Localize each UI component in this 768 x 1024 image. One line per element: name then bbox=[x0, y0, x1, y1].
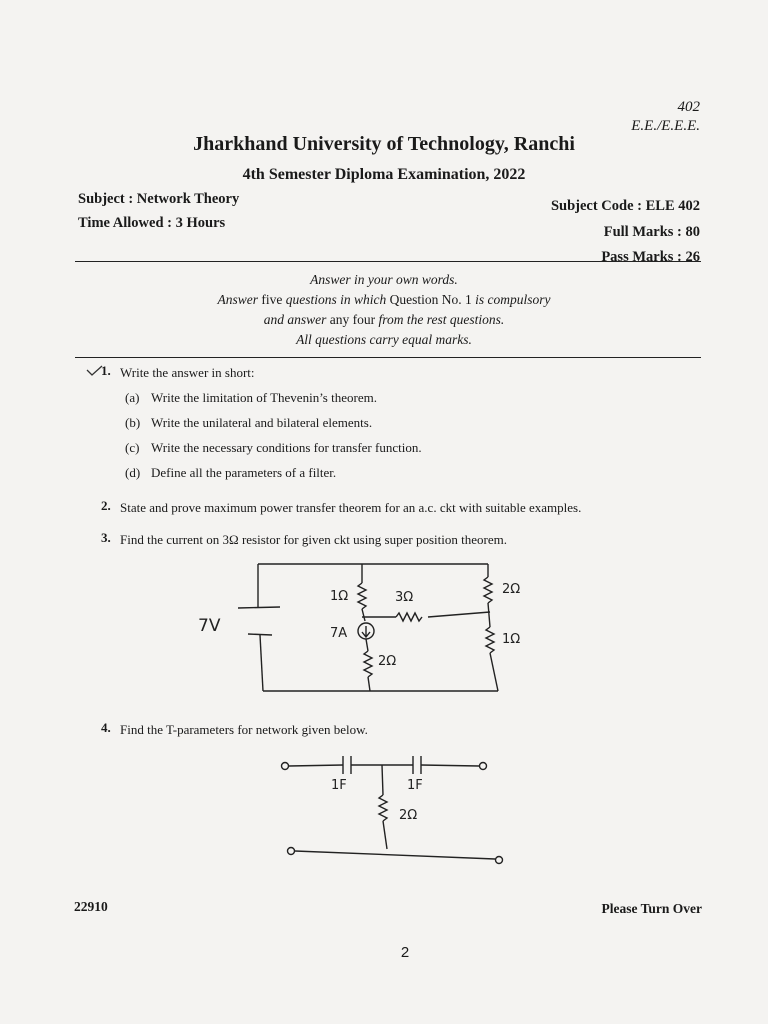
q1-sub-text: Write the necessary conditions for transfer function. bbox=[151, 440, 422, 455]
subject-code: Subject Code : ELE 402 bbox=[550, 198, 700, 214]
instruction-4: All questions carry equal marks. bbox=[296, 332, 472, 347]
instruction-2-e: is compulsory bbox=[475, 292, 551, 307]
label-current-source: 7A bbox=[330, 626, 348, 641]
label-voltage: 7V bbox=[198, 616, 221, 636]
terminal-top-right bbox=[480, 763, 487, 770]
label-c-left: 1F bbox=[331, 778, 347, 793]
q1-sub-text: Write the limitation of Thevenin’s theorem. bbox=[151, 390, 377, 405]
instruction-3-a: and answer bbox=[263, 312, 327, 327]
wire-left-bottom bbox=[260, 635, 263, 691]
resistor-2ohm-bottom-left bbox=[364, 651, 372, 677]
exam-title: 4th Semester Diploma Examination, 2022 bbox=[242, 166, 526, 183]
resistor-1ohm bbox=[358, 583, 366, 609]
q4-number: 4. bbox=[101, 720, 111, 735]
q1-sub-text: Define all the parameters of a filter. bbox=[151, 465, 337, 480]
instruction-2-a: Answer bbox=[217, 292, 258, 307]
q1-sub-label: (a) bbox=[125, 390, 140, 405]
q4-text: Find the T-parameters for network given below. bbox=[120, 722, 368, 737]
footer-code: 22910 bbox=[74, 899, 108, 914]
q2-number: 2. bbox=[101, 498, 111, 513]
instruction-2-c: questions in which bbox=[285, 292, 387, 307]
q1-sub-label: (d) bbox=[125, 465, 141, 480]
label-r-top-left: 1Ω bbox=[330, 589, 349, 604]
pass-marks: Pass Marks : 26 bbox=[601, 249, 700, 265]
q1-number: 1. bbox=[101, 363, 111, 378]
instruction-3-c: from the rest questions. bbox=[378, 312, 505, 327]
page-number: 2 bbox=[400, 944, 410, 961]
battery-plate-short bbox=[248, 634, 272, 635]
paper-code: 402 bbox=[677, 99, 700, 115]
circuit-diagram-t-network bbox=[275, 745, 510, 870]
subject-name: Subject : Network Theory bbox=[78, 191, 240, 207]
label-c-right: 1F bbox=[407, 778, 423, 793]
capacitor-left bbox=[343, 756, 351, 774]
full-marks: Full Marks : 80 bbox=[603, 224, 700, 240]
label-r-shunt: 2Ω bbox=[399, 808, 418, 823]
instruction-2-b: five bbox=[258, 292, 286, 307]
terminal-top-left bbox=[282, 763, 289, 770]
instruction-2-d: Question No. 1 bbox=[386, 292, 476, 307]
university-title: Jharkhand University of Technology, Ranchi bbox=[193, 133, 575, 155]
q1-text: Write the answer in short: bbox=[120, 365, 255, 380]
instruction-1: Answer in your own words. bbox=[310, 272, 458, 287]
q1-sub-d bbox=[125, 465, 336, 481]
q2-text: State and prove maximum power transfer theorem for an a.c. ckt with suitable examples. bbox=[120, 500, 582, 515]
label-r-bottom-right: 1Ω bbox=[502, 632, 521, 647]
terminal-bottom-right bbox=[496, 857, 503, 864]
branch-code: E.E./E.E.E. bbox=[631, 118, 700, 134]
circuit-diagram-superposition bbox=[190, 555, 560, 700]
current-source-arrow bbox=[362, 626, 370, 637]
time-allowed: Time Allowed : 3 Hours bbox=[78, 215, 226, 231]
battery-plate-long bbox=[238, 607, 280, 608]
q1-sub-text: Write the unilateral and bilateral elements. bbox=[151, 415, 373, 430]
q1-sub-b bbox=[125, 415, 372, 431]
footer-turn-over: Please Turn Over bbox=[601, 901, 702, 916]
q1-sub-c bbox=[125, 440, 422, 456]
resistor-2ohm-top-right bbox=[484, 577, 492, 603]
q1-sub-a bbox=[125, 390, 377, 406]
label-r-top-right: 2Ω bbox=[502, 582, 521, 597]
q3-text: Find the current on 3Ω resistor for given ckt using super position theorem. bbox=[120, 532, 507, 547]
label-r-bottom-left: 2Ω bbox=[378, 654, 397, 669]
resistor-shunt bbox=[379, 795, 387, 821]
q1-sub-label: (b) bbox=[125, 415, 141, 430]
capacitor-right bbox=[413, 756, 421, 774]
q1-sub-label: (c) bbox=[125, 440, 140, 455]
divider-bottom bbox=[75, 357, 701, 358]
instruction-3 bbox=[0, 312, 768, 328]
paper-code-block bbox=[631, 98, 700, 136]
instruction-3-b: any four bbox=[326, 312, 379, 327]
label-r-middle: 3Ω bbox=[395, 590, 414, 605]
divider-top bbox=[75, 261, 701, 262]
terminal-bottom-left bbox=[288, 848, 295, 855]
instruction-2 bbox=[0, 292, 768, 308]
q3-number: 3. bbox=[101, 530, 111, 545]
resistor-1ohm-bottom-right bbox=[486, 627, 494, 653]
resistor-3ohm bbox=[396, 613, 422, 621]
